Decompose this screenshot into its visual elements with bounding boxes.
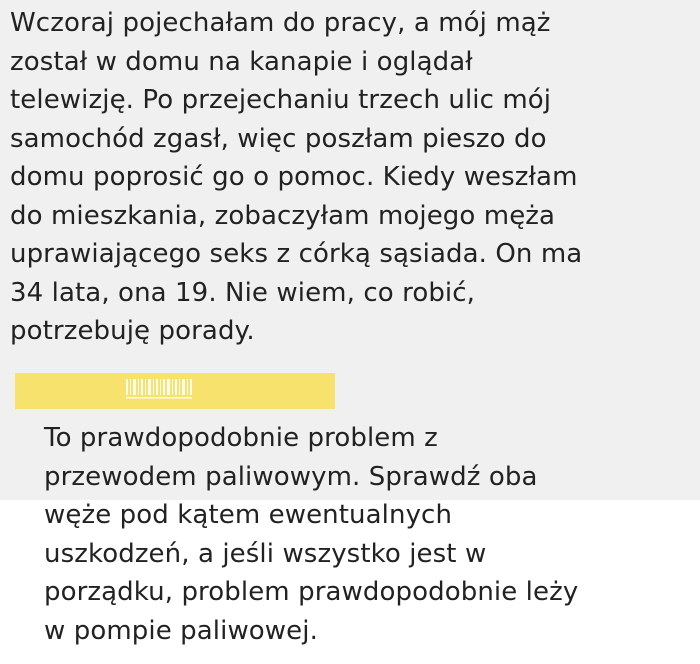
answer-line: w pompie paliwowej. [44,615,318,646]
question-text [10,4,690,351]
question-line: Wczoraj pojechałam do pracy, a mój mąż [10,8,551,38]
question-line: uprawiającego seks z córką sąsiada. On ma [10,239,583,269]
question-line: samochód zgasł, więc poszłam pieszo do [10,123,547,154]
answer-line: porządku, problem prawdopodobnie leży [44,577,579,607]
question-line: do mieszkania, zobaczyłam mojego męża [10,200,556,231]
answer-line: uszkodzeń, a jeśli wszystko jest w [44,538,487,569]
redaction-bar [15,373,335,409]
question-line: domu poprosić go o pomoc. Kiedy weszłam [10,162,578,192]
question-line: telewizję. Po przejechaniu trzech ulic mój [10,85,552,115]
question-line: 34 lata, ona 19. Nie wiem, co robić, [10,277,476,308]
barcode-icon [124,377,196,401]
answer-line: To prawdopodobnie problem z [44,423,438,453]
answer-text [44,419,684,650]
question-line: potrzebuję porady. [10,316,255,346]
answer-line: przewodem paliwowym. Sprawdź oba [44,461,538,492]
answer-line: węże pod kątem ewentualnych [44,500,453,530]
question-line: został w domu na kanapie i oglądał [10,46,473,77]
